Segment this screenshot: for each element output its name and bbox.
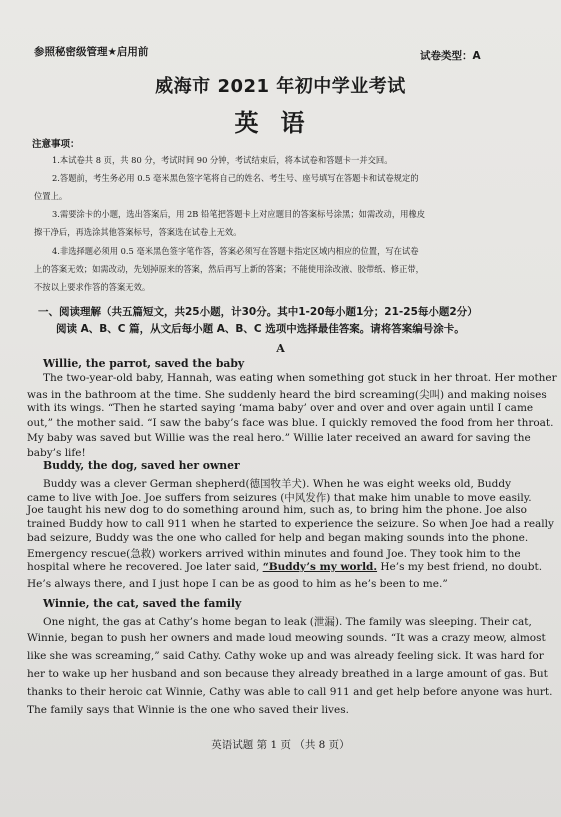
story-line: baby’s life! bbox=[27, 447, 86, 459]
notice-line: 1.本试卷共 8 页，共 80 分，考试时间 90 分钟，考试结束后，将本试卷和答题卡一并交回。 bbox=[52, 155, 393, 165]
subject-title: 英语 bbox=[234, 109, 327, 137]
page-footer: 英语试题 第 1 页 （共 8 页） bbox=[211, 739, 350, 751]
story-line: trained Buddy how to call 911 when he started to experience the seizure. So when Joe had a really bbox=[27, 518, 554, 530]
section-heading: 一、阅读理解（共五篇短文，共25小题，计30分。其中1-20每小题1分；21-25每小题2分） bbox=[38, 306, 478, 318]
story-line: was in the bathroom at the time. She suddenly heard the bird screaming(尖叫) and making noises bbox=[27, 389, 547, 401]
story-line: Buddy was a clever German shepherd(德国牧羊犬). When he was eight weeks old, Buddy bbox=[43, 478, 512, 490]
story-line: like she was screaming,” said Cathy. Cathy woke up and was already feeling sick. It was hard for bbox=[27, 650, 544, 662]
notice-line: 上的答案无效；如需改动，先划掉原来的答案，然后再写上新的答案；不能使用涂改液、胶带纸、修正带， bbox=[34, 264, 424, 274]
story-line: bad seizure, Buddy was the one who called for help and began making sounds into the phone. bbox=[27, 532, 529, 544]
story-line: The family says that Winnie is the one who saved their lives. bbox=[27, 704, 349, 716]
notice-line: 擦干净后，再选涂其他答案标号，答案选在试卷上无效。 bbox=[34, 227, 242, 237]
story-line: with its wings. “Then he started saying ‘mama baby’ over and over and over again until I came bbox=[27, 402, 534, 414]
underlined-quote: “Buddy’s my world. bbox=[262, 561, 378, 573]
story-line: The two-year-old baby, Hannah, was eating when something got stuck in her throat. Her mother bbox=[43, 372, 557, 384]
story-line: My baby was saved but Willie was the real hero.” Willie later received an award for saving the bbox=[27, 432, 531, 444]
story-line: out,” the mother said. “I saw the baby’s face was blue. I quickly removed the food from her throat. bbox=[27, 417, 554, 429]
story-title: Winnie, the cat, saved the family bbox=[43, 597, 242, 610]
story-title: Buddy, the dog, saved her owner bbox=[43, 459, 240, 472]
notice-line: 3.需要涂卡的小题，选出答案后，用 2B 铅笔把答题卡上对应题目的答案标号涂黑；如需改动，用橡皮 bbox=[52, 209, 426, 219]
story-line: Winnie, began to push her owners and made loud meowing sounds. “It was a crazy meow, almost bbox=[27, 632, 546, 644]
exam-title: 威海市 2021 年初中学业考试 bbox=[155, 76, 406, 97]
story-line: her to wake up her husband and son because they already breathed in a large amount of gas. But bbox=[27, 668, 548, 680]
story-line: thanks to their heroic cat Winnie, Cathy was able to call 911 and get help before anyone was hurt. bbox=[27, 686, 553, 698]
notice-line: 位置上。 bbox=[34, 191, 68, 201]
story-line: He’s always there, and I just hope I can be as good to him as he’s been to me.” bbox=[27, 578, 448, 590]
section-instruction: 阅读 A、B、C 篇，从文后每小题 A、B、C 选项中选择最佳答案。请将答案编号涂卡。 bbox=[56, 323, 465, 335]
story-line: Emergency rescue(急救) workers arrived within minutes and found Joe. They took him to the bbox=[27, 548, 521, 560]
passage-label: A bbox=[276, 342, 285, 355]
notice-line: 不按以上要求作答的答案无效。 bbox=[34, 282, 151, 292]
story-line: One night, the gas at Cathy’s home began to leak (泄漏). The family was sleeping. Their cat, bbox=[43, 616, 532, 628]
paper-type-header: 试卷类型：A bbox=[420, 50, 481, 62]
confidentiality-header: 参照秘密级管理★启用前 bbox=[34, 46, 149, 58]
story-line bbox=[27, 561, 542, 573]
story-text: hospital where he recovered. Joe later said, bbox=[27, 561, 263, 573]
story-title: Willie, the parrot, saved the baby bbox=[43, 357, 245, 370]
notice-heading: 注意事项： bbox=[32, 139, 80, 150]
notice-line: 2.答题前，考生务必用 0.5 毫米黑色签字笔将自己的姓名、考生号、座号填写在答题卡和试卷规定的 bbox=[52, 173, 419, 183]
story-text: He’s my best friend, no doubt. bbox=[377, 561, 543, 573]
story-line: Joe taught his new dog to do something around him, such as, to bring him the phone. Joe also bbox=[27, 504, 527, 516]
notice-line: 4.非选择题必须用 0.5 毫米黑色签字笔作答，答案必须写在答题卡指定区域内相应的位置，写在试卷 bbox=[52, 246, 419, 256]
story-line: came to live with Joe. Joe suffers from seizures (中风发作) that make him unable to move easily. bbox=[27, 492, 532, 504]
